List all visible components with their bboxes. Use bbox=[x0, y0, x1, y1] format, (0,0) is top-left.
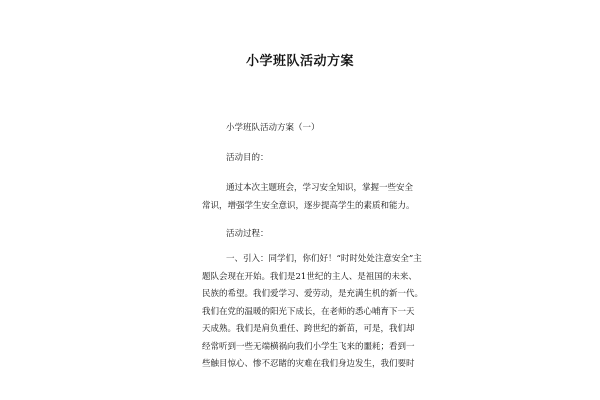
intro-line: 天成熟。我们是肩负重任、跨世纪的新苗，可是，我们却 bbox=[202, 324, 415, 334]
intro-paragraph bbox=[202, 251, 424, 374]
intro-line: 题队会现在开始。我们是21世纪的主人、是祖国的未来、 bbox=[202, 271, 417, 282]
purpose-line: 常识，增强学生安全意识，逐步提高学生的素质和能力。 bbox=[202, 200, 415, 211]
document-title: 小学班队活动方案 bbox=[245, 54, 354, 69]
section-subtitle: 小学班队活动方案（一） bbox=[226, 123, 320, 133]
purpose-paragraph bbox=[202, 180, 415, 215]
intro-line: 民族的希望。我们爱学习、爱劳动，是充满生机的新一代。 bbox=[202, 289, 424, 299]
intro-line: 一、引入：同学们，你们好！“时时处处注意安全”主 bbox=[226, 254, 422, 264]
process-heading: 活动过程： bbox=[226, 229, 269, 239]
purpose-heading: 活动目的： bbox=[226, 153, 269, 163]
intro-line: 经常听到一些无端横祸向我们小学生飞来的噩耗；看到一 bbox=[202, 341, 415, 352]
purpose-line: 通过本次主题班会，学习安全知识，掌握一些安全 bbox=[226, 183, 414, 193]
intro-line: 我们在党的温暖的阳光下成长，在老师的悉心哺育下一天 bbox=[202, 306, 415, 317]
intro-line: 些触目惊心、惨不忍睹的灾难在我们身边发生，我们要时 bbox=[202, 359, 415, 369]
